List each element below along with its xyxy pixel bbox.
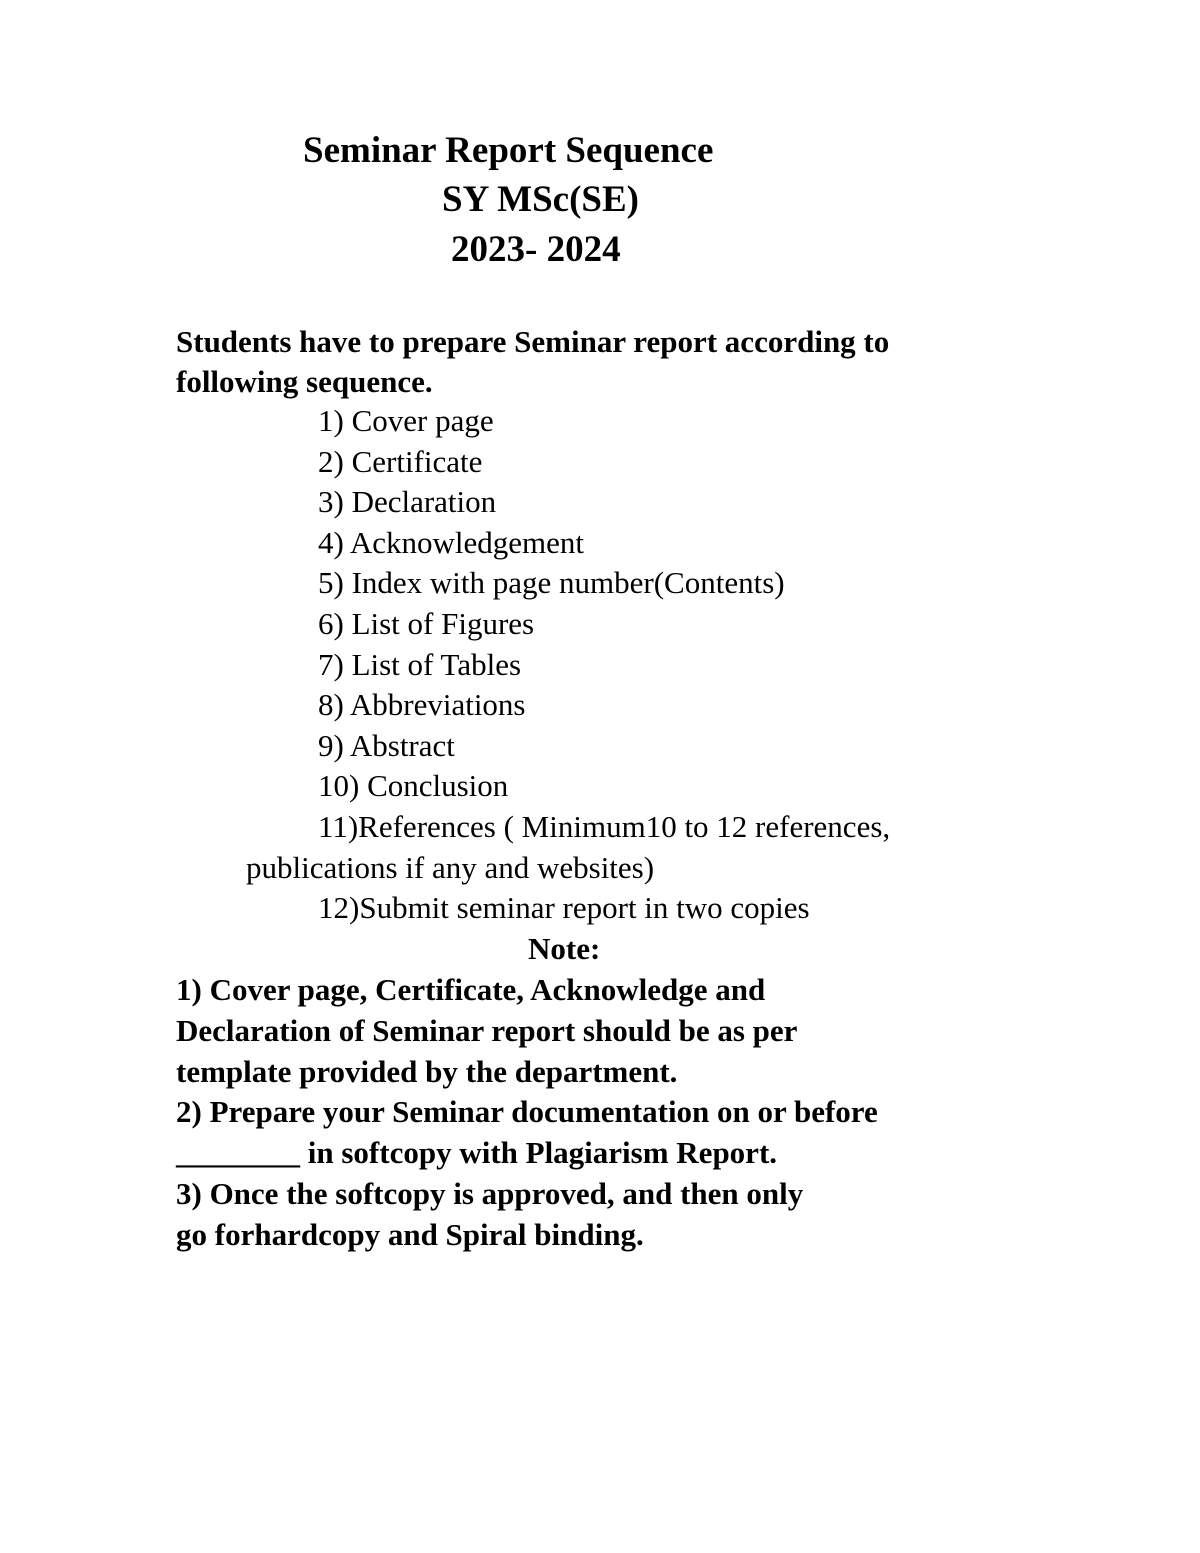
list-item: 7) List of Tables (318, 646, 522, 682)
note-line: 2) Prepare your Seminar documentation on or before (176, 1094, 878, 1130)
list-item: 2) Certificate (318, 443, 483, 479)
intro-line: following sequence. (176, 364, 433, 399)
list-item: 1) Cover page (318, 403, 494, 438)
note-line: Declaration of Seminar report should be as per (176, 1012, 798, 1048)
list-item: 12)Submit seminar report in two copies (318, 890, 810, 926)
list-item: 3) Declaration (318, 484, 497, 520)
note-heading: Note: (528, 931, 601, 966)
note-line: 3) Once the softcopy is approved, and then only (176, 1175, 804, 1211)
list-item-continuation: publications if any and websites) (246, 849, 655, 885)
note-list (176, 970, 1056, 1256)
class-name: SY MSc(SE) (442, 179, 639, 220)
list-item: 8) Abbreviations (318, 687, 526, 723)
list-item: 4) Acknowledgement (318, 524, 585, 560)
list-item: 5) Index with page number(Contents) (318, 565, 785, 601)
intro-paragraph (176, 322, 1056, 402)
note-line: template provided by the department. (176, 1053, 678, 1089)
intro-line: Students have to prepare Seminar report according to (176, 324, 890, 359)
note-line: ________ in softcopy with Plagiarism Report. (176, 1135, 778, 1171)
academic-year: 2023- 2024 (451, 229, 621, 270)
note-line: go forhardcopy and Spiral binding. (176, 1216, 644, 1252)
list-item: 9) Abstract (318, 727, 455, 763)
list-item: 10) Conclusion (318, 768, 509, 804)
list-item: 6) List of Figures (318, 605, 535, 641)
sequence-list (246, 401, 891, 929)
list-item: 11)References ( Minimum10 to 12 references, (318, 808, 891, 844)
document-title: Seminar Report Sequence (303, 130, 714, 171)
note-line: 1) Cover page, Certificate, Acknowledge and (176, 972, 766, 1007)
